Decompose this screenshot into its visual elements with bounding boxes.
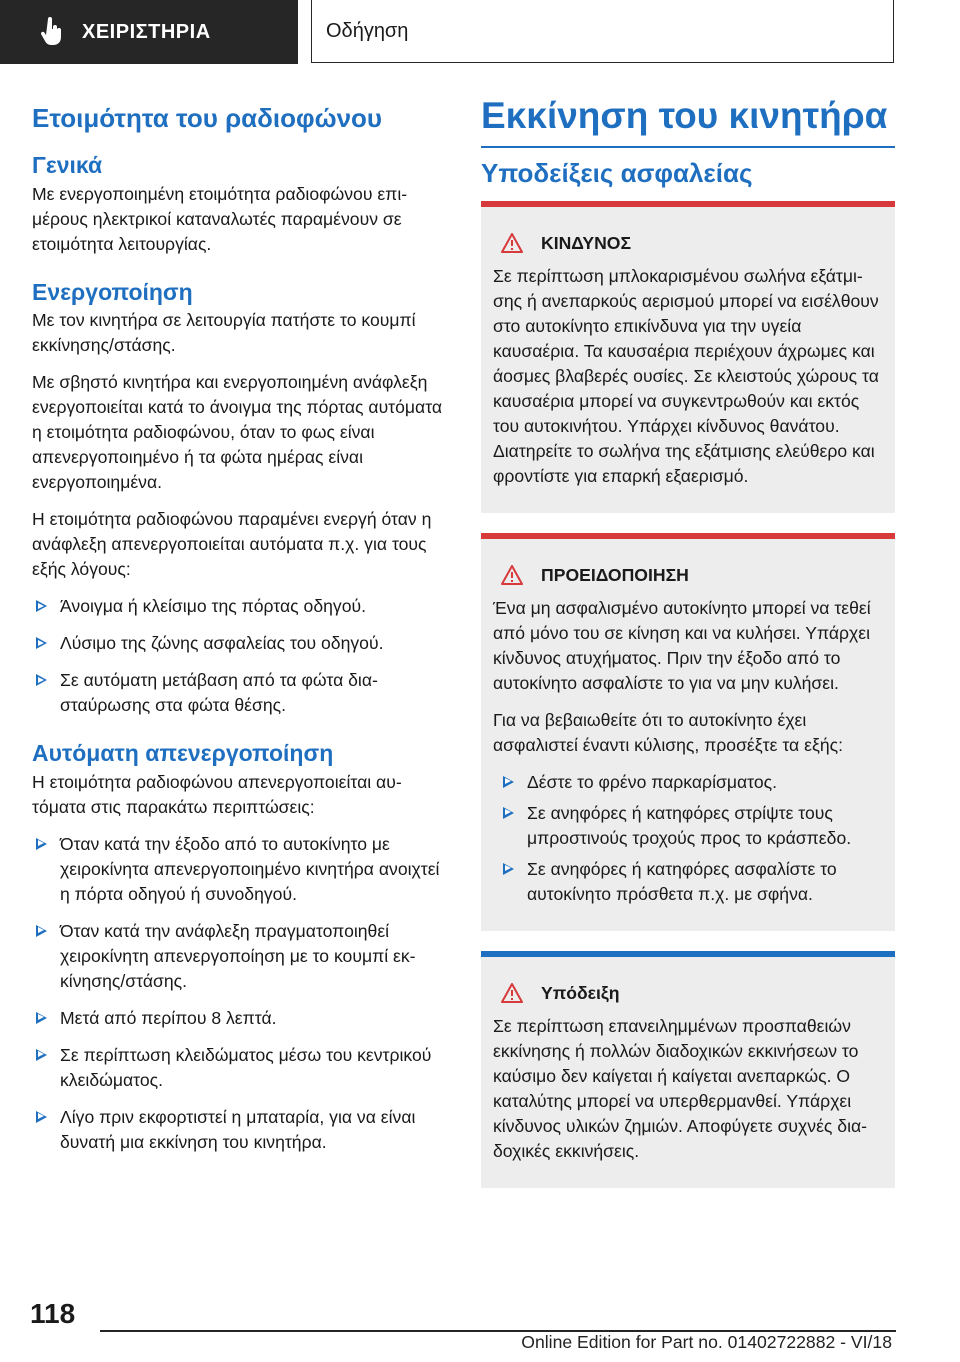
auto-deactivation-heading: Αυτόματη απενεργοποίηση	[32, 740, 334, 767]
activation-paragraph-3: Η ετοιμότητα ραδιοφώνου παραμένει ενεργή όταν η ανάφλεξη απενεργοποιείται αυτόματα π.χ. για τους εξής λόγους:	[32, 509, 432, 580]
bullet-triangle-icon	[36, 1049, 47, 1061]
warning-title: ΠΡΟΕΙΔΟΠΟΙΗΣΗ	[541, 564, 689, 585]
warning-triangle-icon	[501, 565, 523, 585]
section-tab[interactable]	[0, 0, 298, 64]
bullet-triangle-icon	[503, 863, 514, 875]
warning-box	[481, 533, 895, 931]
bullet-triangle-icon	[503, 807, 514, 819]
activation-heading: Ενεργοποίηση	[32, 278, 193, 305]
note-title: Υπόδειξη	[541, 982, 620, 1003]
danger-box	[481, 201, 895, 513]
warning-triangle-icon	[501, 233, 523, 253]
general-text: Με ενεργοποιημένη ετοιμότητα ραδιοφώνου επιμέρους ηλεκτρικοί καταναλωτές παραμένουν σε ετοιμότητα λειτουργίας.	[32, 183, 408, 254]
list-item: Σε αυτόματη μετάβαση από τα φώτα διασταύρωσης στα φώτα θέσης.	[32, 668, 446, 718]
edition-text: Online Edition for Part no. 01402722882 - VI/18	[521, 1332, 892, 1352]
bullet-triangle-icon	[36, 674, 47, 686]
right-column	[481, 95, 895, 1208]
hand-pointer-icon	[40, 17, 64, 47]
list-item: Σε ανηφόρες ή κατηφόρες ασφαλίστε το αυτοκίνητο πρόσθετα π.χ. με σφήνα.	[499, 857, 883, 907]
bullet-triangle-icon	[36, 1111, 47, 1123]
page-number: 118	[30, 1298, 76, 1329]
top-navigation	[0, 0, 896, 64]
danger-text: Σε περίπτωση μπλοκαρισμένου σωλήνα εξάτμισης ή ανεπαρκούς αερισμού μπορεί να εισέλθουν στο αυτοκίνητο επικίνδυνα για την υγεία καυσαέρια. Τα καυσαέρια περιέχουν άχρωμες και άοσμες βλαβερές ουσίες. Σε κλειστούς χώρους τα καυσαέρια μπορεί να συγκεντρωθούν και εκτός του αυτοκινήτου. Υπάρχει κίνδυνος θανάτου. Διατηρείτε το σωλήνα της εξάτμισης ελεύθερο και φροντίστε για επαρκή εξαερισμό.	[493, 265, 879, 486]
list-item: Λίγο πριν εκφορτιστεί η μπαταρία, για να είναι δυνατή μια εκκίνηση του κινητήρα.	[32, 1105, 446, 1155]
note-box	[481, 951, 895, 1188]
bullet-triangle-icon	[36, 838, 47, 850]
list-item: Μετά από περίπου 8 λεπτά.	[32, 1006, 446, 1031]
list-item: Όταν κατά την έξοδο από το αυτοκίνητο με χειροκίνητα απενεργοποιημένο κινητήρα ανοιχτεί η πόρτα οδηγού ή συνοδηγού.	[32, 832, 446, 907]
list-item: Δέστε το φρένο παρκαρίσματος.	[499, 770, 883, 795]
safety-heading: Υποδείξεις ασφαλείας	[481, 157, 753, 188]
chapter-tab[interactable]	[311, 0, 894, 63]
engine-start-title: Εκκίνηση του κινητήρα	[481, 95, 895, 148]
warning-triangle-icon	[501, 983, 523, 1003]
warning-list	[499, 770, 883, 907]
note-text: Σε περίπτωση επανειλημμένων προσπαθειών εκκίνησης ή πολλών διαδοχικών εκκινήσεων το καύσιμο δεν καίγεται ή καίγεται ανεπαρκώς. Ο καταλύτης μπορεί να υπερθερμανθεί. Υπάρχει κίνδυνος υλικών ζημιών. Αποφύγετε συχνές διαδοχικές εκκινήσεις.	[493, 1015, 868, 1161]
radio-readiness-title: Ετοιμότητα του ραδιοφώνου	[32, 103, 383, 133]
list-item: Άνοιγμα ή κλείσιμο της πόρτας οδηγού.	[32, 594, 446, 619]
activation-list	[32, 594, 446, 718]
bullet-triangle-icon	[36, 1012, 47, 1024]
activation-paragraph-1: Με τον κινητήρα σε λειτουργία πατήστε το κουμπί εκκίνησης/στάσης.	[32, 310, 416, 356]
list-item: Σε ανηφόρες ή κατηφόρες στρίψτε τους μπροστινούς τροχούς προς το κράσπεδο.	[499, 801, 883, 851]
danger-title: ΚΙΝΔΥΝΟΣ	[541, 232, 632, 253]
list-item: Όταν κατά την ανάφλεξη πραγματοποιηθεί χειροκίνητη απενεργοποίηση με το κουμπί εκκίνησης/στάσης.	[32, 919, 446, 994]
bullet-triangle-icon	[36, 925, 47, 937]
bullet-triangle-icon	[503, 776, 514, 788]
warning-paragraph-2: Για να βεβαιωθείτε ότι το αυτοκίνητο έχει ασφαλιστεί έναντι κύλισης, προσέξτε τα εξής:	[493, 709, 843, 755]
bullet-triangle-icon	[36, 600, 47, 612]
general-heading: Γενικά	[32, 152, 103, 179]
auto-deactivation-paragraph: Η ετοιμότητα ραδιοφώνου απενεργοποιείται αυτόματα στις παρακάτω περιπτώσεις:	[32, 771, 402, 817]
left-column	[32, 95, 446, 1167]
list-item: Σε περίπτωση κλειδώματος μέσω του κεντρικού κλειδώματος.	[32, 1043, 446, 1093]
warning-paragraph-1: Ένα μη ασφαλισμένο αυτοκίνητο μπορεί να τεθεί από μόνο του σε κίνηση και να κυλήσει. Υπάρχει κίνδυνος ατυχήματος. Πριν την έξοδο από το αυτοκίνητο ασφαλίστε το για να μην κυλήσει.	[493, 597, 871, 693]
activation-paragraph-2: Με σβηστό κινητήρα και ενεργοποιημένη ανάφλεξη ενεργοποιείται κατά το άνοιγμα της πόρτας αυτόματα η ετοιμότητα ραδιοφώνου, όταν το φως είναι απενεργοποιημένο ή τα φώτα ημέρας είναι ενεργοποιημένα.	[32, 372, 443, 493]
section-tab-label: ΧΕΙΡΙΣΤΗΡΙΑ	[82, 20, 211, 43]
auto-deactivation-list	[32, 832, 446, 1155]
chapter-tab-label: Οδήγηση	[326, 19, 409, 42]
bullet-triangle-icon	[36, 637, 47, 649]
list-item: Λύσιμο της ζώνης ασφαλείας του οδηγού.	[32, 631, 446, 656]
